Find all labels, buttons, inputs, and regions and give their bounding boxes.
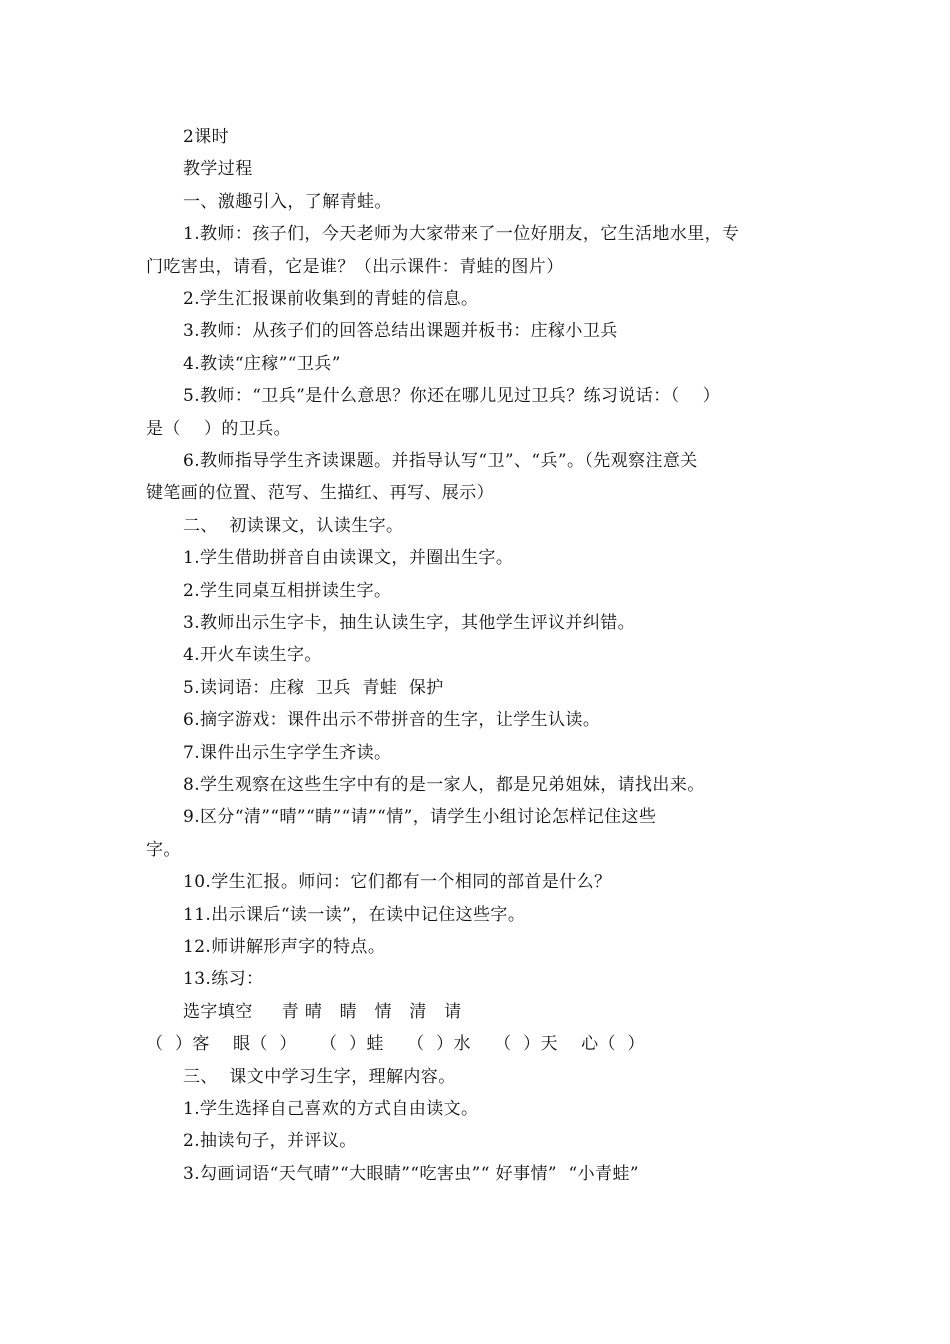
text-line: 2.学生汇报课前收集到的青蛙的信息。 xyxy=(183,289,479,309)
text-line: 门吃害虫，请看，它是谁？（出示课件：青蛙的图片） xyxy=(146,256,564,277)
text-line: 二、 初读课文，认读生字。 xyxy=(183,515,404,536)
text-line: 5.教师：“卫兵”是什么意思？你还在哪儿见过卫兵？练习说话：（ ） xyxy=(183,386,721,407)
text-line: 2.学生同桌互相拼读生字。 xyxy=(183,580,392,601)
text-line: 3.教师：从孩子们的回答总结出课题并板书：庄稼小卫兵 xyxy=(183,321,618,342)
text-line: 字。 xyxy=(146,839,181,860)
text-line: 5.读词语：庄稼 卫兵 青蛙 保护 xyxy=(183,677,444,698)
text-line: 6.摘字游戏：课件出示不带拼音的生字，让学生认读。 xyxy=(183,710,601,731)
text-line: 10.学生汇报。师问：它们都有一个相同的部首是什么？ xyxy=(183,872,612,893)
text-line: 一、激趣引入，了解青蛙。 xyxy=(183,191,392,212)
text-line: 3.勾画词语“天气晴”“大眼睛”“吃害虫”“ 好事情” “小青蛙” xyxy=(183,1163,639,1184)
text-line: 13.练习： xyxy=(183,969,264,990)
text-line: 7.课件出示生字学生齐读。 xyxy=(183,742,392,763)
text-line: 1.学生选择自己喜欢的方式自由读文。 xyxy=(183,1099,479,1119)
text-line: 8.学生观察在这些生字中有的是一家人，都是兄弟姐妹，请找出来。 xyxy=(183,775,705,795)
text-line: 2.抽读句子，并评议。 xyxy=(183,1131,357,1152)
text-line: 3.教师出示生字卡，抽生认读生字，其他学生评议并纠错。 xyxy=(183,613,636,633)
text-line: 选字填空 青 晴 睛 情 清 请 xyxy=(183,1001,462,1022)
text-line: 6.教师指导学生齐读课题。并指导认写“卫”、“兵”。（先观察注意关 xyxy=(183,451,698,471)
text-line: 1.教师：孩子们，今天老师为大家带来了一位好朋友，它生活地水里，专 xyxy=(183,224,740,245)
text-line: 12.师讲解形声字的特点。 xyxy=(183,937,386,957)
text-line: 4.教读“庄稼”“卫兵” xyxy=(183,353,341,374)
text-line: 教学过程 xyxy=(183,159,253,180)
text-line: 11.出示课后“读一读”，在读中记住这些字。 xyxy=(183,904,526,925)
text-line: 1.学生借助拼音自由读课文，并圈出生字。 xyxy=(183,548,514,569)
text-line: 三、 课文中学习生字，理解内容。 xyxy=(183,1066,456,1087)
text-line: 2课时 xyxy=(183,127,230,147)
text-line: 是（ ）的卫兵。 xyxy=(146,418,292,439)
text-line: 4.开火车读生字。 xyxy=(183,645,322,666)
text-line: 键笔画的位置、范写、生描红、再写、展示） xyxy=(146,483,494,504)
text-line: 9.区分“清”“晴”“睛”“请”“情”，请学生小组讨论怎样记住这些 xyxy=(183,807,657,828)
text-line: （ ）客 眼（ ） （ ）蛙 （ ）水 （ ）天 心（ ） xyxy=(146,1034,645,1055)
